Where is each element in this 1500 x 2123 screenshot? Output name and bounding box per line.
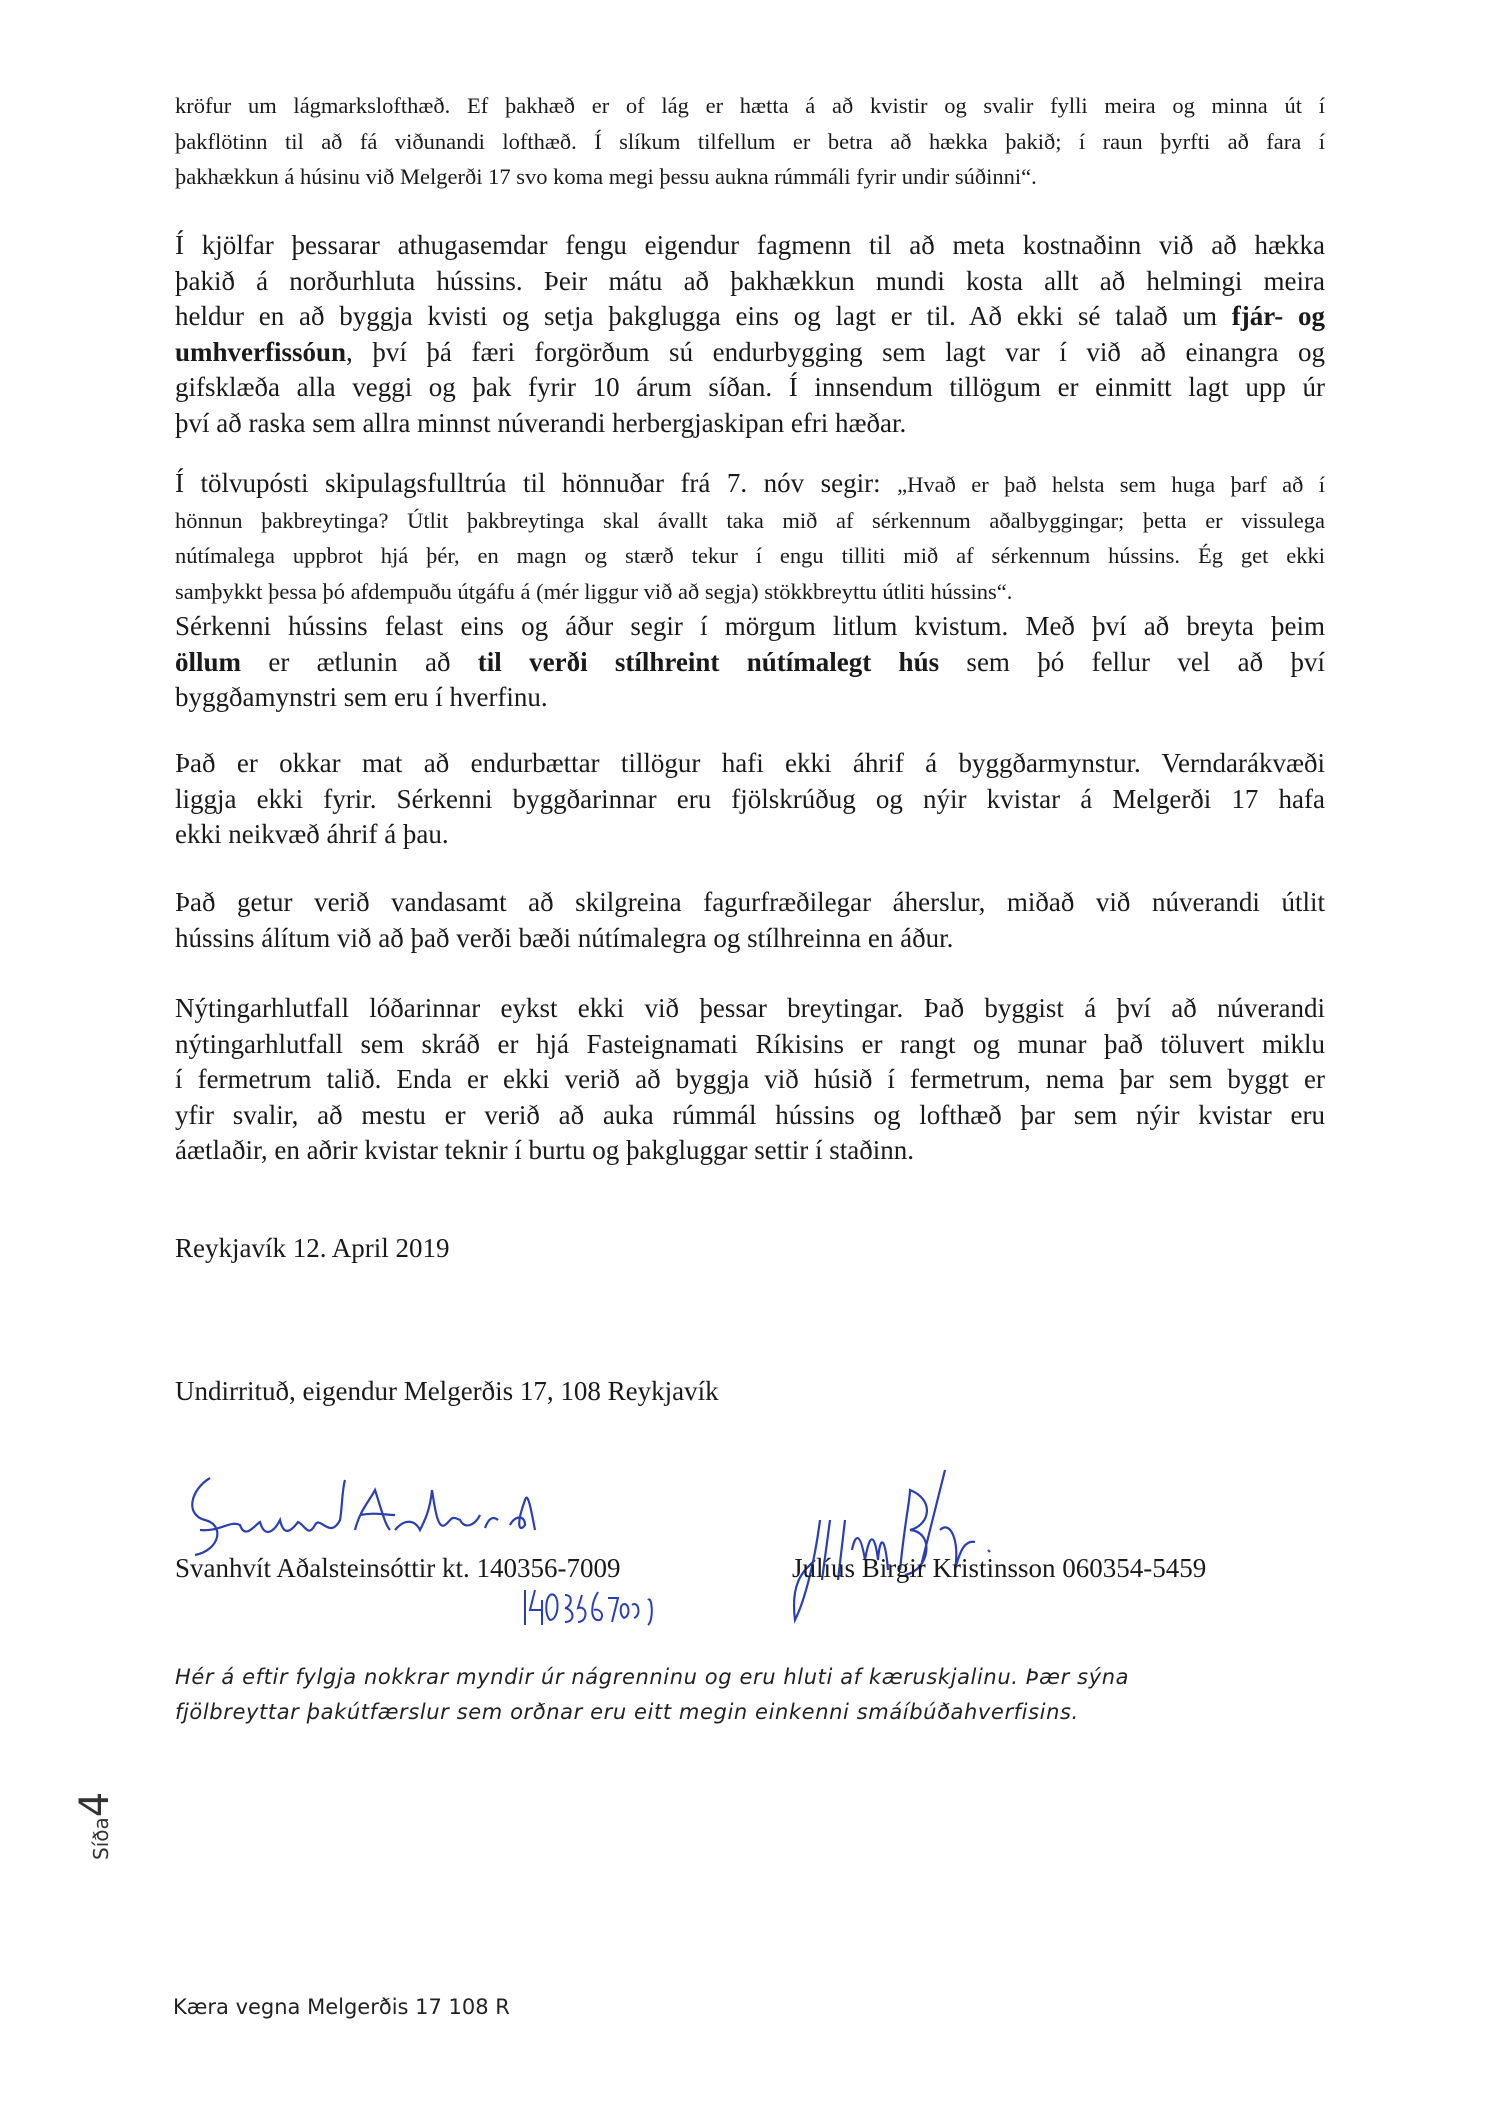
text-line [175, 335, 1325, 371]
bold-text: umhverfissóun [175, 336, 347, 367]
bold-text: fjár- og [1231, 301, 1325, 331]
text-line [175, 88, 1325, 124]
footer-text: Kæra vegna Melgerðis 17 108 R [173, 1995, 510, 2019]
text-segment: byggðamynstri sem eru í hverfinu. [175, 682, 548, 712]
paragraph [175, 228, 1325, 441]
paragraph [175, 991, 1325, 1169]
signature-julius [760, 1460, 1080, 1630]
paragraph [175, 466, 1325, 716]
text-segment: kröfur um lágmarkslofthæð. Ef þakhæð er of lág er hætta á að kvistir og svalir fylli meira og minna út í [175, 93, 1325, 118]
signed-line: Undirrituð, eigendur Melgerðis 17, 108 Reykjavík [175, 1376, 719, 1406]
text-segment: þakið á norðurhluta hússins. Þeir mátu að þakhækkun mundi kosta allt að helmingi meira [175, 265, 1325, 296]
text-line [175, 1098, 1325, 1134]
text-segment: gifsklæða alla veggi og þak fyrir 10 árum síðan. Í innsendum tillögum er einmitt lagt upp úr [175, 372, 1325, 402]
text-segment: Nýtingarhlutfall lóðarinnar eykst ekki við þessar breytingar. Það byggist á því að núverandi [175, 993, 1325, 1023]
paragraph [175, 746, 1325, 853]
text-segment: nútímalega uppbrot hjá þér, en magn og stærð tekur í engu tilliti mið af sérkennum hússins. Ég get ekki [175, 543, 1325, 568]
text-line [175, 609, 1325, 645]
text-line [175, 921, 1325, 957]
text-segment: Það er okkar mat að endurbættar tillögur hafi ekki áhrif á byggðarmynstur. Verndarákvæði [175, 748, 1325, 778]
text-segment: heldur en að byggja kvisti og setja þakglugga eins og lagt er til. Að ekki sé talað um [175, 301, 1232, 331]
page-number-label [72, 1792, 118, 1860]
text-segment: Í tölvupósti skipulagsfulltrúa til hönnuðar frá 7. nóv segir: [175, 468, 898, 498]
text-segment: Það getur verið vandasamt að skilgreina fagurfræðilegar áherslur, miðað við núverandi útlit [175, 887, 1325, 917]
date-line: Reykjavík 12. April 2019 [175, 1233, 450, 1263]
text-line [175, 538, 1325, 574]
text-line [175, 124, 1325, 160]
handwritten-id-number [520, 1580, 640, 1640]
text-line [175, 228, 1325, 264]
text-line [175, 1027, 1325, 1063]
text-segment: þakhækkun á húsinu við Melgerði 17 svo koma megi þessu aukna rúmmáli fyrir undir súðinni“. [175, 164, 1037, 189]
text-segment: hönnun þakbreytinga? Útlit þakbreytinga skal ávallt taka mið af sérkennum aðalbyggingar; þetta er vissulega [175, 507, 1325, 533]
paragraph [175, 88, 1325, 195]
text-segment: Sérkenni hússins felast eins og áður segir í mörgum litlum kvistum. Með því að breyta þeim [175, 611, 1325, 641]
text-line [175, 466, 1325, 503]
text-segment: ekki neikvæð áhrif á þau. [175, 819, 449, 849]
text-segment: „Hvað er það helsta sem huga þarf að í [897, 472, 1325, 497]
text-line [175, 680, 1325, 716]
text-segment: Í kjölfar þessarar athugasemdar fengu eigendur fagmenn til að meta kostnaðinn við að hækka [175, 230, 1325, 260]
text-segment: , því þá færi forgörðum sú endurbygging sem lagt var í við að einangra og [346, 336, 1325, 367]
text-segment: yfir svalir, að mestu er verið að auka rúmmál hússins og lofthæð þar sem nýir kvistar eru [175, 1099, 1325, 1130]
text-segment: samþykkt þessa þó afdempuðu útgáfu á (mér liggur við að segja) stökkbreyttu útliti hússins“. [175, 578, 1013, 604]
text-line [175, 817, 1325, 853]
text-line [175, 503, 1325, 539]
text-segment: liggja ekki fyrir. Sérkenni byggðarinnar eru fjölskrúðug og nýir kvistar á Melgerði 17 hafa [175, 783, 1325, 814]
text-segment: hússins álítum við að það verði bæði nútímalegra og stílhreinna en áður. [175, 922, 954, 953]
text-line [175, 645, 1325, 681]
text-line [175, 1133, 1325, 1169]
text-segment: er ætlunin að [241, 646, 478, 677]
text-line [175, 885, 1325, 921]
text-line [175, 746, 1325, 782]
text-line [175, 782, 1325, 818]
text-line [175, 299, 1325, 335]
text-segment: sem þó fellur vel að því [939, 646, 1325, 677]
signer2-name: Julíus Birgir Kristinsson 060354-5459 [792, 1553, 1207, 1583]
text-line [175, 1062, 1325, 1098]
signer1-name: Svanhvít Aðalsteinsóttir kt. 140356-7009 [175, 1553, 621, 1583]
text-line [175, 574, 1325, 610]
text-line [175, 991, 1325, 1027]
note-line: Hér á eftir fylgja nokkrar myndir úr nágrenninu og eru hluti af kæruskjalinu. Þær sýna [175, 1665, 1130, 1689]
text-segment: því að raska sem allra minnst núverandi herbergjaskipan efri hæðar. [175, 407, 907, 438]
text-line [175, 406, 1325, 442]
paragraph [175, 885, 1325, 956]
page-number: 4 [72, 1791, 118, 1818]
text-segment: áætlaðir, en aðrir kvistar teknir í burtu og þakgluggar settir í staðinn. [175, 1135, 914, 1165]
text-line [175, 159, 1325, 195]
text-segment: nýtingarhlutfall sem skráð er hjá Fasteignamati Ríkisins er rangt og munar það töluvert miklu [175, 1028, 1325, 1059]
text-segment: þakflötinn til að fá viðunandi lofthæð. Í slíkum tilfellum er betra að hækka þakið; í raun þyrfti að fara í [175, 128, 1325, 154]
note-line: fjölbreyttar þakútfærslur sem orðnar eru eitt megin einkenni smáíbúðahverfisins. [175, 1700, 1079, 1724]
text-line [175, 264, 1325, 300]
text-segment: í fermetrum talið. Enda er ekki verið að byggja við húsið í fermetrum, nema þar sem byggt er [175, 1064, 1325, 1094]
bold-text: öllum [175, 646, 242, 677]
page-word: Síða [89, 1817, 113, 1860]
text-line [175, 370, 1325, 406]
bold-text: til verði stílhreint nútímalegt hús [477, 646, 940, 677]
